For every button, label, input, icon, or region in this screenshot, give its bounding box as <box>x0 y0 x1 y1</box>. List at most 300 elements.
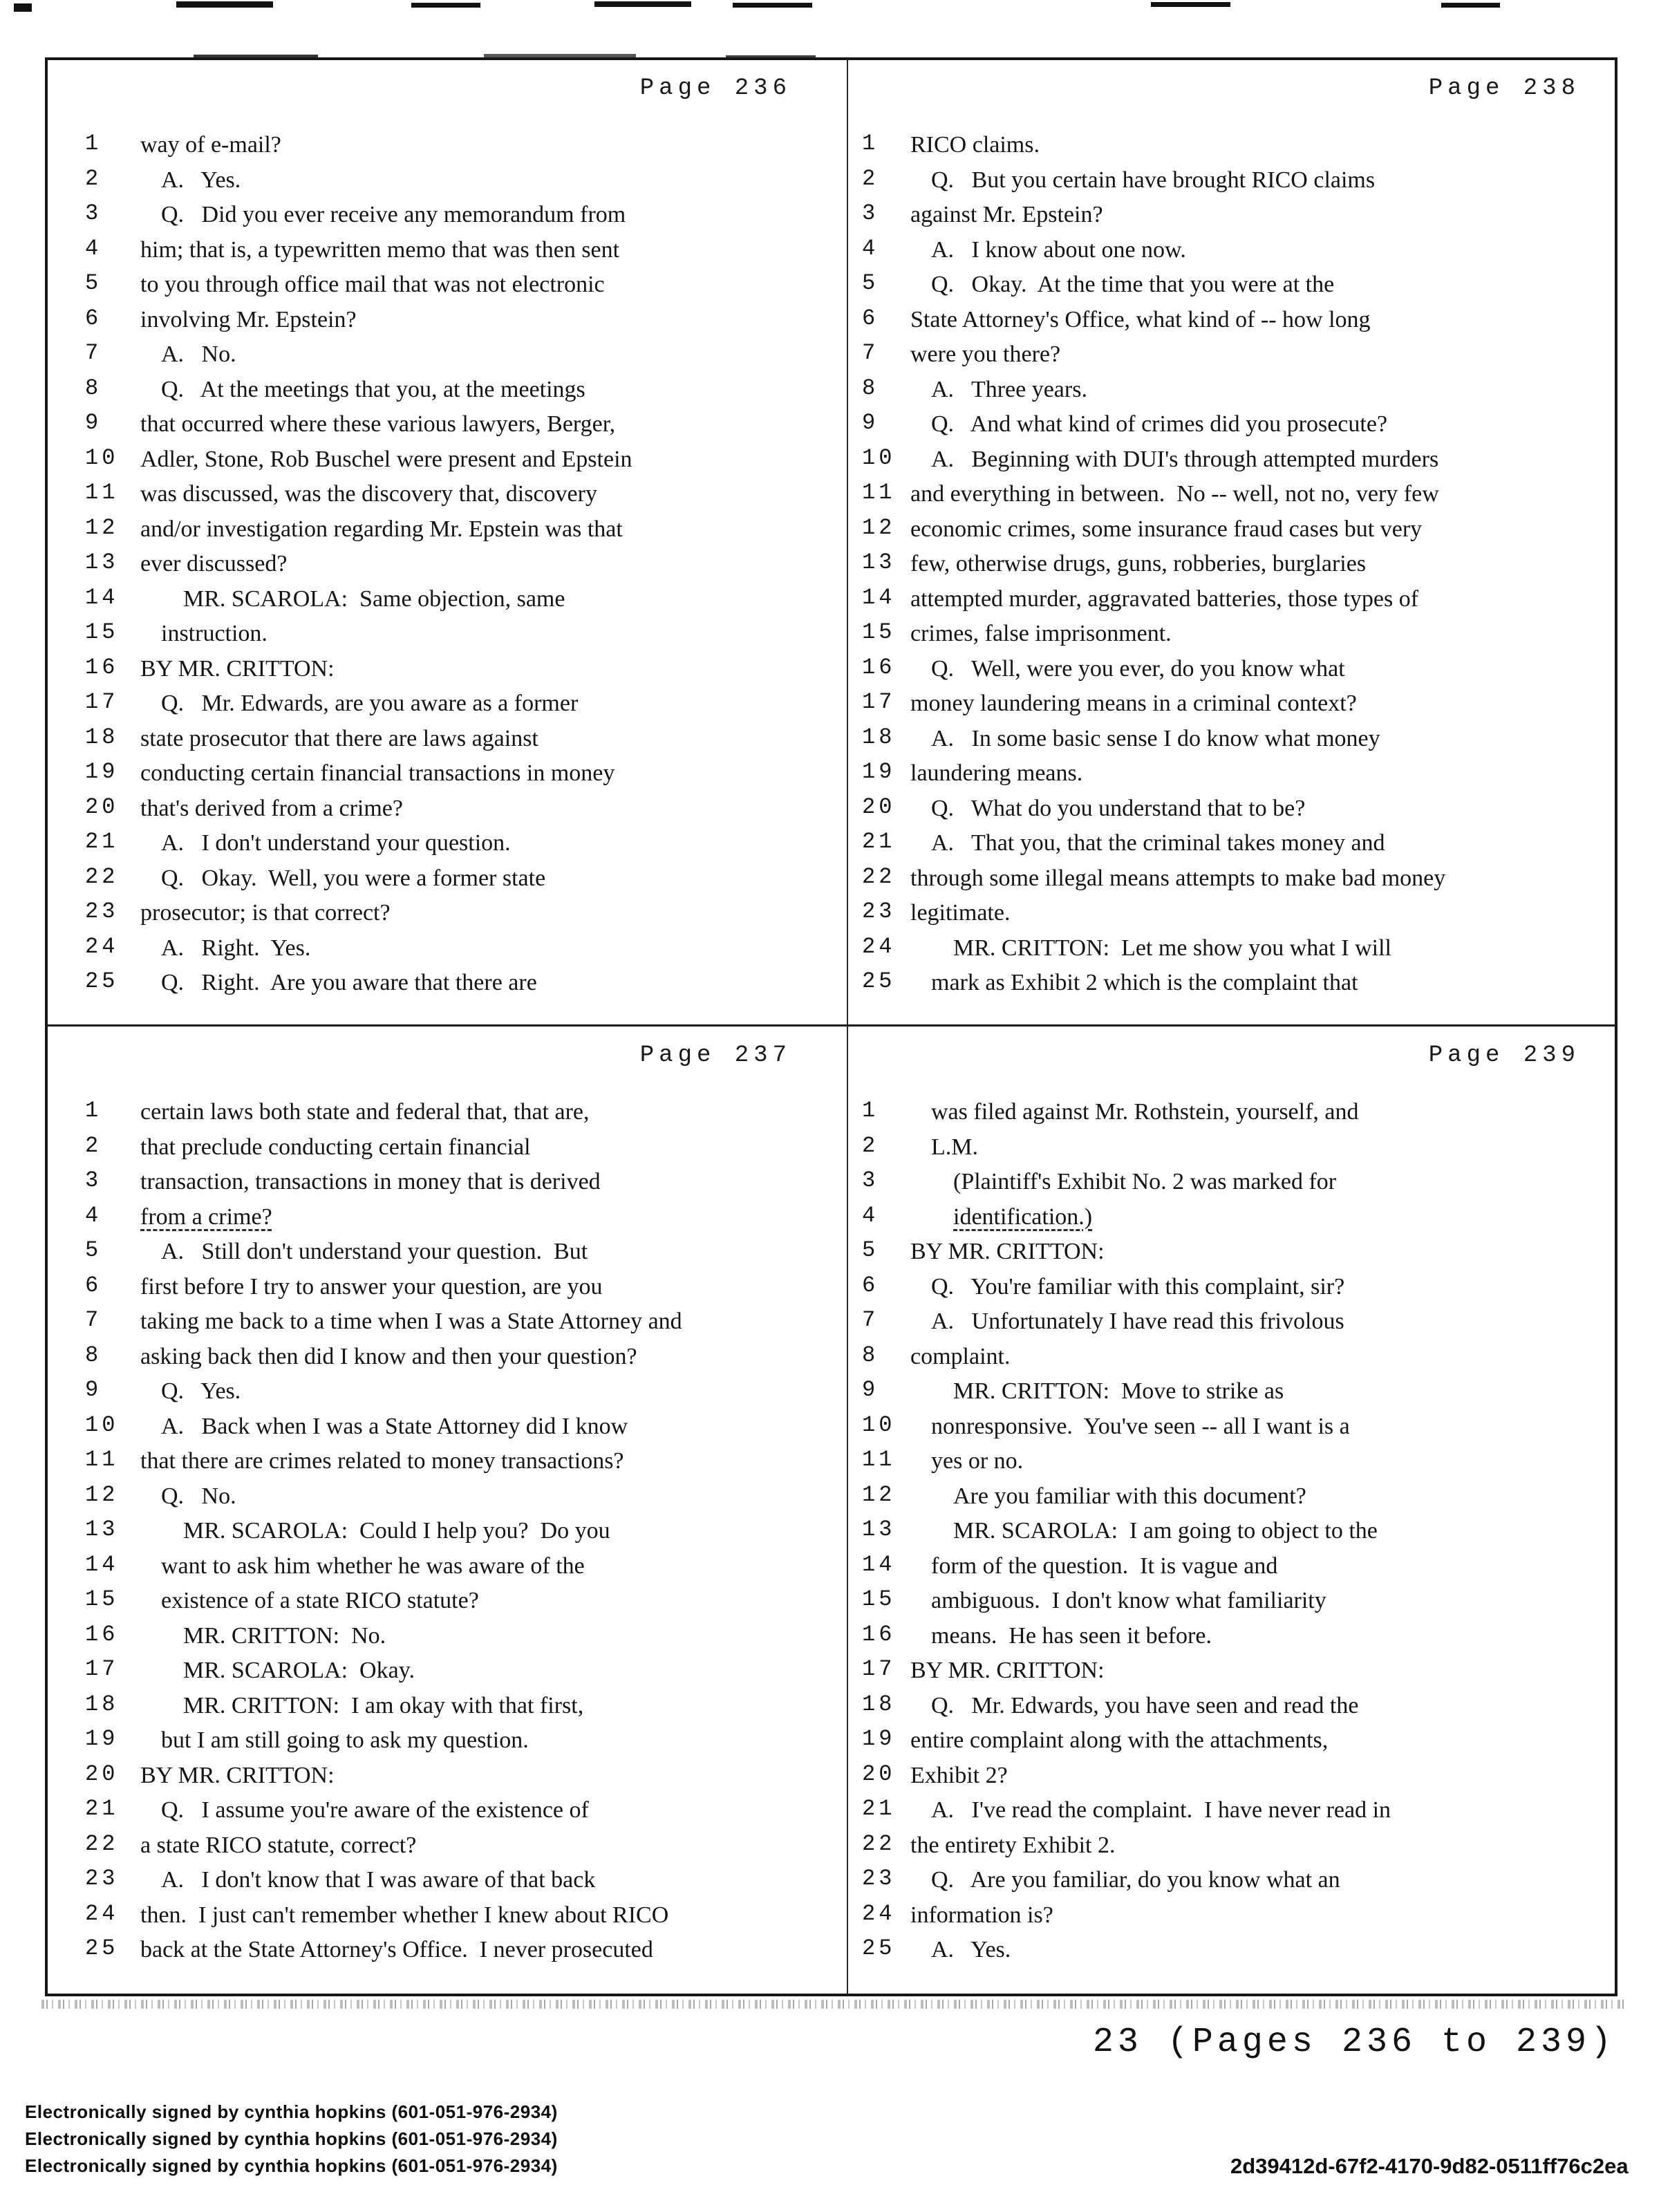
line-number: 21 <box>862 1796 896 1821</box>
transcript-line <box>45 899 847 934</box>
line-number: 6 <box>85 305 102 331</box>
line-number: 11 <box>85 480 119 505</box>
transcript-line <box>848 410 1616 445</box>
line-number: 7 <box>85 1307 102 1333</box>
line-number: 22 <box>862 1830 896 1857</box>
line-number: 6 <box>85 1272 102 1298</box>
transcript-line <box>848 550 1616 585</box>
transcript-line <box>848 236 1616 271</box>
transcript-line <box>45 1412 847 1447</box>
line-text: Adler, Stone, Rob Buschel were present and Epstein <box>140 446 632 472</box>
line-text: but I am still going to ask my question. <box>161 1727 529 1753</box>
line-text: that occurred where these various lawyers, Berger, <box>140 411 616 437</box>
transcript-line <box>45 1377 847 1412</box>
scan-artifact <box>1441 3 1500 8</box>
transcript-line <box>848 480 1616 515</box>
electronic-signature-line: Electronically signed by cynthia hopkins (601-051-976-2934) <box>25 2128 558 2149</box>
transcript-line <box>45 759 847 794</box>
line-text: A. In some basic sense I do know what money <box>931 725 1380 751</box>
line-text: that's derived from a crime? <box>140 795 403 821</box>
line-number: 3 <box>862 1168 879 1193</box>
line-text: means. He has seen it before. <box>931 1622 1212 1649</box>
line-number: 11 <box>862 1447 896 1472</box>
line-number: 2 <box>85 1132 102 1159</box>
line-number: 2 <box>862 165 879 191</box>
transcript-line <box>45 1342 847 1378</box>
line-number: 15 <box>862 619 896 645</box>
line-number: 3 <box>85 200 102 226</box>
line-number: 15 <box>85 1586 119 1612</box>
line-text: MR. SCAROLA: Same objection, same <box>183 585 565 612</box>
line-number: 15 <box>85 619 119 645</box>
line-number: 2 <box>85 165 102 191</box>
line-text: Q. Are you familiar, do you know what an <box>931 1867 1340 1893</box>
line-number: 22 <box>85 1830 119 1857</box>
line-text: A. I don't know that I was aware of that back <box>161 1867 596 1893</box>
line-number: 9 <box>862 1377 879 1403</box>
transcript-line <box>848 1203 1616 1238</box>
line-text: A. Yes. <box>931 1937 1011 1962</box>
line-number: 18 <box>85 724 119 750</box>
line-text: to you through office mail that was not electronic <box>140 272 605 297</box>
transcript-line <box>848 515 1616 550</box>
scan-artifact <box>594 1 691 7</box>
line-text: him; that is, a typewritten memo that was then sent <box>140 236 620 263</box>
transcript-line <box>45 1133 847 1168</box>
line-number: 8 <box>862 1342 879 1368</box>
transcript-line <box>848 1656 1616 1691</box>
transcript-line <box>45 200 847 236</box>
line-text: were you there? <box>910 341 1061 367</box>
transcript-line <box>848 899 1616 934</box>
transcript-page-239 <box>848 1027 1616 1992</box>
line-text: Q. Mr. Edwards, are you aware as a former <box>161 691 579 716</box>
line-number: 20 <box>85 1761 119 1787</box>
line-text: prosecutor; is that correct? <box>140 900 391 926</box>
transcript-line <box>45 1237 847 1273</box>
page-title: Page 238 <box>1428 75 1580 102</box>
line-text: Q. Well, were you ever, do you know what <box>931 655 1345 682</box>
line-number: 21 <box>85 829 119 854</box>
scan-artifact <box>1151 2 1230 7</box>
line-number: 23 <box>85 1866 119 1891</box>
transcript-line <box>45 1761 847 1797</box>
line-text: from a crime? <box>140 1203 272 1230</box>
transcript-line <box>45 1168 847 1203</box>
page-title: Page 237 <box>639 1042 791 1069</box>
line-number: 22 <box>85 863 119 890</box>
transcript-line <box>45 1796 847 1831</box>
line-text: Are you familiar with this document? <box>953 1483 1306 1509</box>
line-number: 12 <box>85 1481 119 1508</box>
transcript-line <box>45 1273 847 1308</box>
line-text: A. Still don't understand your question. But <box>161 1239 588 1264</box>
line-text: ambiguous. I don't know what familiarity <box>931 1588 1326 1613</box>
line-number: 24 <box>85 933 119 959</box>
transcript-line <box>45 1866 847 1901</box>
scan-noise-strip <box>41 2000 1626 2009</box>
line-text: Exhibit 2? <box>910 1762 1008 1788</box>
line-text: MR. CRITTON: No. <box>183 1622 386 1649</box>
line-text: entire complaint along with the attachments, <box>910 1727 1329 1753</box>
line-text: involving Mr. Epstein? <box>140 306 357 332</box>
transcript-line <box>848 1761 1616 1797</box>
line-text: MR. SCAROLA: I am going to object to the <box>953 1518 1378 1544</box>
line-number: 1 <box>85 1098 102 1123</box>
line-text: Q. What do you understand that to be? <box>931 795 1306 821</box>
line-text: was filed against Mr. Rothstein, yourself, and <box>931 1099 1359 1125</box>
line-number: 14 <box>85 584 119 610</box>
line-text: identification.) <box>953 1203 1093 1230</box>
transcript-line <box>45 1691 847 1727</box>
line-text: instruction. <box>161 621 268 646</box>
line-number: 13 <box>85 1517 119 1542</box>
line-text: MR. CRITTON: Let me show you what I will <box>953 935 1391 961</box>
transcript-line <box>848 1098 1616 1133</box>
line-text: information is? <box>910 1902 1053 1928</box>
line-number: 12 <box>862 1481 896 1508</box>
transcript-line <box>848 1482 1616 1517</box>
transcript-line <box>848 619 1616 655</box>
line-text: Q. No. <box>161 1483 236 1509</box>
scan-artifact <box>14 3 32 12</box>
line-text: that there are crimes related to money transactions? <box>140 1448 624 1474</box>
transcript-line <box>45 340 847 375</box>
transcript-line <box>45 1586 847 1622</box>
line-number: 7 <box>862 340 879 366</box>
line-number: 19 <box>862 759 896 785</box>
line-number: 11 <box>862 480 896 505</box>
line-text: A. Back when I was a State Attorney did I know <box>161 1413 628 1439</box>
transcript-lines <box>848 1098 1616 1971</box>
transcript-line <box>45 480 847 515</box>
transcript-line <box>848 1726 1616 1761</box>
transcript-line <box>848 1796 1616 1831</box>
transcript-line <box>45 1517 847 1552</box>
transcript-line <box>848 585 1616 620</box>
line-number: 8 <box>85 375 102 401</box>
line-number: 17 <box>85 689 119 715</box>
line-number: 7 <box>85 340 102 366</box>
line-text: attempted murder, aggravated batteries, those types of <box>910 585 1419 612</box>
line-number: 25 <box>862 1936 896 1961</box>
line-text: (Plaintiff's Exhibit No. 2 was marked for <box>953 1169 1337 1194</box>
line-text: Q. You're familiar with this complaint, sir? <box>931 1273 1345 1300</box>
transcript-line <box>45 619 847 655</box>
transcript-line <box>848 655 1616 690</box>
line-text: MR. CRITTON: Move to strike as <box>953 1378 1284 1404</box>
transcript-line <box>848 1307 1616 1342</box>
transcript-line <box>848 270 1616 306</box>
line-text: laundering means. <box>910 760 1083 786</box>
line-text: ever discussed? <box>140 551 288 577</box>
line-number: 4 <box>862 235 879 261</box>
line-text: Q. But you certain have brought RICO claims <box>931 167 1376 193</box>
line-number: 1 <box>862 131 879 156</box>
transcript-line <box>848 1342 1616 1378</box>
document-id: 2d39412d-67f2-4170-9d82-0511ff76c2ea <box>1230 2154 1629 2178</box>
line-text: A. Unfortunately I have read this frivolous <box>931 1309 1344 1334</box>
transcript-line <box>45 131 847 166</box>
electronic-signature-line: Electronically signed by cynthia hopkins (601-051-976-2934) <box>25 2155 558 2176</box>
line-text: asking back then did I know and then your question? <box>140 1343 637 1369</box>
line-text: A. Right. Yes. <box>161 935 311 961</box>
line-text: A. I don't understand your question. <box>161 830 511 856</box>
line-text: existence of a state RICO statute? <box>161 1588 479 1613</box>
line-number: 10 <box>862 1412 896 1438</box>
transcript-line <box>45 864 847 899</box>
transcript-line <box>45 550 847 585</box>
line-number: 10 <box>85 444 119 471</box>
page-title: Page 236 <box>639 75 791 102</box>
line-text: Q. Right. Are you aware that there are <box>161 970 537 995</box>
transcript-line <box>45 1307 847 1342</box>
line-number: 14 <box>862 584 896 610</box>
line-number: 17 <box>862 1656 896 1682</box>
line-number: 16 <box>862 1621 896 1647</box>
transcript-line <box>848 1377 1616 1412</box>
transcript-lines <box>45 1098 847 1971</box>
scan-artifact <box>176 1 273 8</box>
line-number: 4 <box>85 1202 102 1228</box>
line-text: BY MR. CRITTON: <box>140 655 335 682</box>
electronic-signature-line: Electronically signed by cynthia hopkins (601-051-976-2934) <box>25 2101 558 2122</box>
transcript-line <box>848 1866 1616 1901</box>
line-text: A. I've read the complaint. I have never read in <box>931 1797 1391 1823</box>
transcript-line <box>848 340 1616 375</box>
line-text: crimes, false imprisonment. <box>910 621 1172 646</box>
transcript-lines <box>848 131 1616 1004</box>
line-number: 5 <box>862 1237 879 1263</box>
line-text: Q. At the meetings that you, at the meetings <box>161 376 585 402</box>
line-number: 23 <box>862 1866 896 1891</box>
transcript-lines <box>45 131 847 1004</box>
line-text: taking me back to a time when I was a State Attorney and <box>140 1309 682 1334</box>
line-number: 17 <box>862 689 896 715</box>
line-text: Q. Okay. At the time that you were at the <box>931 272 1335 297</box>
line-text: legitimate. <box>910 900 1011 926</box>
transcript-line <box>45 375 847 411</box>
line-number: 14 <box>862 1551 896 1577</box>
transcript-line <box>848 445 1616 480</box>
transcript-line <box>45 934 847 969</box>
line-text: and/or investigation regarding Mr. Epstein was that <box>140 516 623 542</box>
line-text: L.M. <box>931 1134 978 1160</box>
line-number: 25 <box>85 968 119 994</box>
transcript-line <box>848 131 1616 166</box>
transcript-line <box>45 1901 847 1936</box>
line-text: then. I just can't remember whether I knew about RICO <box>140 1902 669 1928</box>
line-text: few, otherwise drugs, guns, robberies, burglaries <box>910 551 1367 577</box>
line-text: want to ask him whether he was aware of the <box>161 1553 585 1579</box>
line-text: A. Yes. <box>161 167 241 193</box>
transcript-line <box>45 655 847 690</box>
line-text: money laundering means in a criminal context? <box>910 691 1357 716</box>
transcript-line <box>848 1133 1616 1168</box>
line-number: 18 <box>862 724 896 750</box>
line-number: 18 <box>862 1691 896 1717</box>
transcript-line <box>848 1447 1616 1482</box>
transcript-line <box>45 968 847 1004</box>
line-number: 15 <box>862 1586 896 1612</box>
line-text: a state RICO statute, correct? <box>140 1832 417 1858</box>
transcript-line <box>848 689 1616 724</box>
transcript-line <box>848 1936 1616 1971</box>
line-text: BY MR. CRITTON: <box>910 1658 1105 1683</box>
line-text: nonresponsive. You've seen -- all I want is a <box>931 1413 1350 1439</box>
transcript-line <box>848 1412 1616 1447</box>
line-text: MR. SCAROLA: Okay. <box>183 1658 415 1683</box>
transcript-line <box>848 934 1616 969</box>
transcript-line <box>45 306 847 341</box>
line-text: that preclude conducting certain financial <box>140 1134 531 1160</box>
transcript-line <box>45 1552 847 1587</box>
line-number: 4 <box>862 1202 879 1228</box>
line-number: 5 <box>85 270 102 296</box>
transcript-line <box>45 236 847 271</box>
line-number: 3 <box>85 1168 102 1193</box>
line-number: 9 <box>862 410 879 435</box>
line-number: 21 <box>862 829 896 854</box>
transcript-line <box>848 1552 1616 1587</box>
transcript-line <box>848 794 1616 830</box>
transcript-line <box>45 1726 847 1761</box>
line-text: MR. CRITTON: I am okay with that first, <box>183 1692 584 1718</box>
line-number: 5 <box>862 270 879 296</box>
line-number: 1 <box>862 1098 879 1123</box>
transcript-line <box>45 585 847 620</box>
line-text: and everything in between. No -- well, not no, very few <box>910 481 1439 507</box>
line-number: 23 <box>85 899 119 924</box>
line-text: certain laws both state and federal that, that are, <box>140 1099 590 1125</box>
line-number: 20 <box>862 1761 896 1787</box>
line-number: 11 <box>85 1447 119 1472</box>
transcript-line <box>45 1936 847 1971</box>
transcript-line <box>848 1622 1616 1657</box>
page-range-footer: 23 (Pages 236 to 239) <box>1092 2023 1615 2062</box>
line-text: A. Beginning with DUI's through attempted murders <box>931 446 1439 472</box>
line-number: 12 <box>85 514 119 541</box>
line-number: 25 <box>85 1936 119 1961</box>
line-number: 10 <box>85 1412 119 1438</box>
transcript-line <box>848 1517 1616 1552</box>
line-number: 16 <box>85 1621 119 1647</box>
line-text: Q. Mr. Edwards, you have seen and read the <box>931 1692 1359 1718</box>
line-number: 8 <box>85 1342 102 1368</box>
line-text: through some illegal means attempts to make bad money <box>910 865 1446 891</box>
transcript-line <box>848 759 1616 794</box>
transcript-page-237 <box>45 1027 847 1992</box>
line-number: 3 <box>862 200 879 226</box>
transcript-line <box>848 200 1616 236</box>
line-text: A. I know about one now. <box>931 236 1186 263</box>
line-text: mark as Exhibit 2 which is the complaint that <box>931 970 1358 995</box>
line-number: 2 <box>862 1132 879 1159</box>
transcript-page-236 <box>45 60 847 1023</box>
transcript-line <box>45 270 847 306</box>
line-number: 1 <box>85 131 102 156</box>
line-number: 25 <box>862 968 896 994</box>
line-text: transaction, transactions in money that is derived <box>140 1169 601 1194</box>
transcript-line <box>848 829 1616 864</box>
transcript-line <box>848 375 1616 411</box>
scan-artifact <box>733 3 812 8</box>
line-text: State Attorney's Office, what kind of -- how long <box>910 306 1371 332</box>
line-text: BY MR. CRITTON: <box>140 1762 335 1788</box>
line-number: 20 <box>862 794 896 820</box>
line-number: 19 <box>862 1726 896 1752</box>
line-number: 5 <box>85 1237 102 1263</box>
line-number: 14 <box>85 1551 119 1577</box>
transcript-line <box>848 968 1616 1004</box>
transcript-line <box>45 794 847 830</box>
transcript-line <box>848 724 1616 760</box>
line-number: 21 <box>85 1796 119 1821</box>
line-text: yes or no. <box>931 1448 1024 1474</box>
transcript-line <box>848 1586 1616 1622</box>
line-text: first before I try to answer your question, are you <box>140 1273 603 1300</box>
transcript-line <box>45 515 847 550</box>
transcript-line <box>45 724 847 760</box>
line-text: economic crimes, some insurance fraud cases but very <box>910 516 1423 542</box>
line-text: against Mr. Epstein? <box>910 202 1103 227</box>
line-number: 13 <box>862 1517 896 1542</box>
transcript-line <box>848 1168 1616 1203</box>
transcript-line <box>45 1622 847 1657</box>
row-divider <box>46 1024 1616 1027</box>
line-number: 16 <box>85 654 119 680</box>
transcript-line <box>45 1098 847 1133</box>
transcript-line <box>45 166 847 201</box>
line-text: was discussed, was the discovery that, discovery <box>140 481 597 507</box>
transcript-line <box>848 166 1616 201</box>
transcript-line <box>45 410 847 445</box>
line-number: 13 <box>862 550 896 575</box>
line-text: Q. Yes. <box>161 1378 241 1404</box>
line-number: 19 <box>85 1726 119 1752</box>
line-number: 18 <box>85 1691 119 1717</box>
transcript-line <box>45 445 847 480</box>
transcript-line <box>848 1831 1616 1866</box>
page-title: Page 239 <box>1428 1042 1580 1069</box>
line-text: form of the question. It is vague and <box>931 1553 1278 1579</box>
line-number: 23 <box>862 899 896 924</box>
transcript-line <box>45 1656 847 1691</box>
transcript-line <box>45 1203 847 1238</box>
line-number: 16 <box>862 654 896 680</box>
transcript-line <box>848 1691 1616 1727</box>
line-text: conducting certain financial transactions in money <box>140 760 615 786</box>
line-text: Q. Did you ever receive any memorandum from <box>161 202 626 227</box>
transcript-line <box>45 1482 847 1517</box>
line-text: MR. SCAROLA: Could I help you? Do you <box>183 1518 610 1544</box>
line-number: 7 <box>862 1307 879 1333</box>
line-number: 13 <box>85 550 119 575</box>
line-number: 9 <box>85 410 102 435</box>
transcript-line <box>848 1237 1616 1273</box>
line-text: BY MR. CRITTON: <box>910 1239 1105 1264</box>
line-text: A. No. <box>161 341 236 367</box>
transcript-line <box>45 1831 847 1866</box>
line-number: 10 <box>862 444 896 471</box>
line-text: Q. Okay. Well, you were a former state <box>161 865 546 891</box>
transcript-line <box>848 1901 1616 1936</box>
line-number: 22 <box>862 863 896 890</box>
line-text: A. Three years. <box>931 376 1087 402</box>
transcript-line <box>848 864 1616 899</box>
transcript-line <box>848 306 1616 341</box>
transcript-line <box>45 689 847 724</box>
